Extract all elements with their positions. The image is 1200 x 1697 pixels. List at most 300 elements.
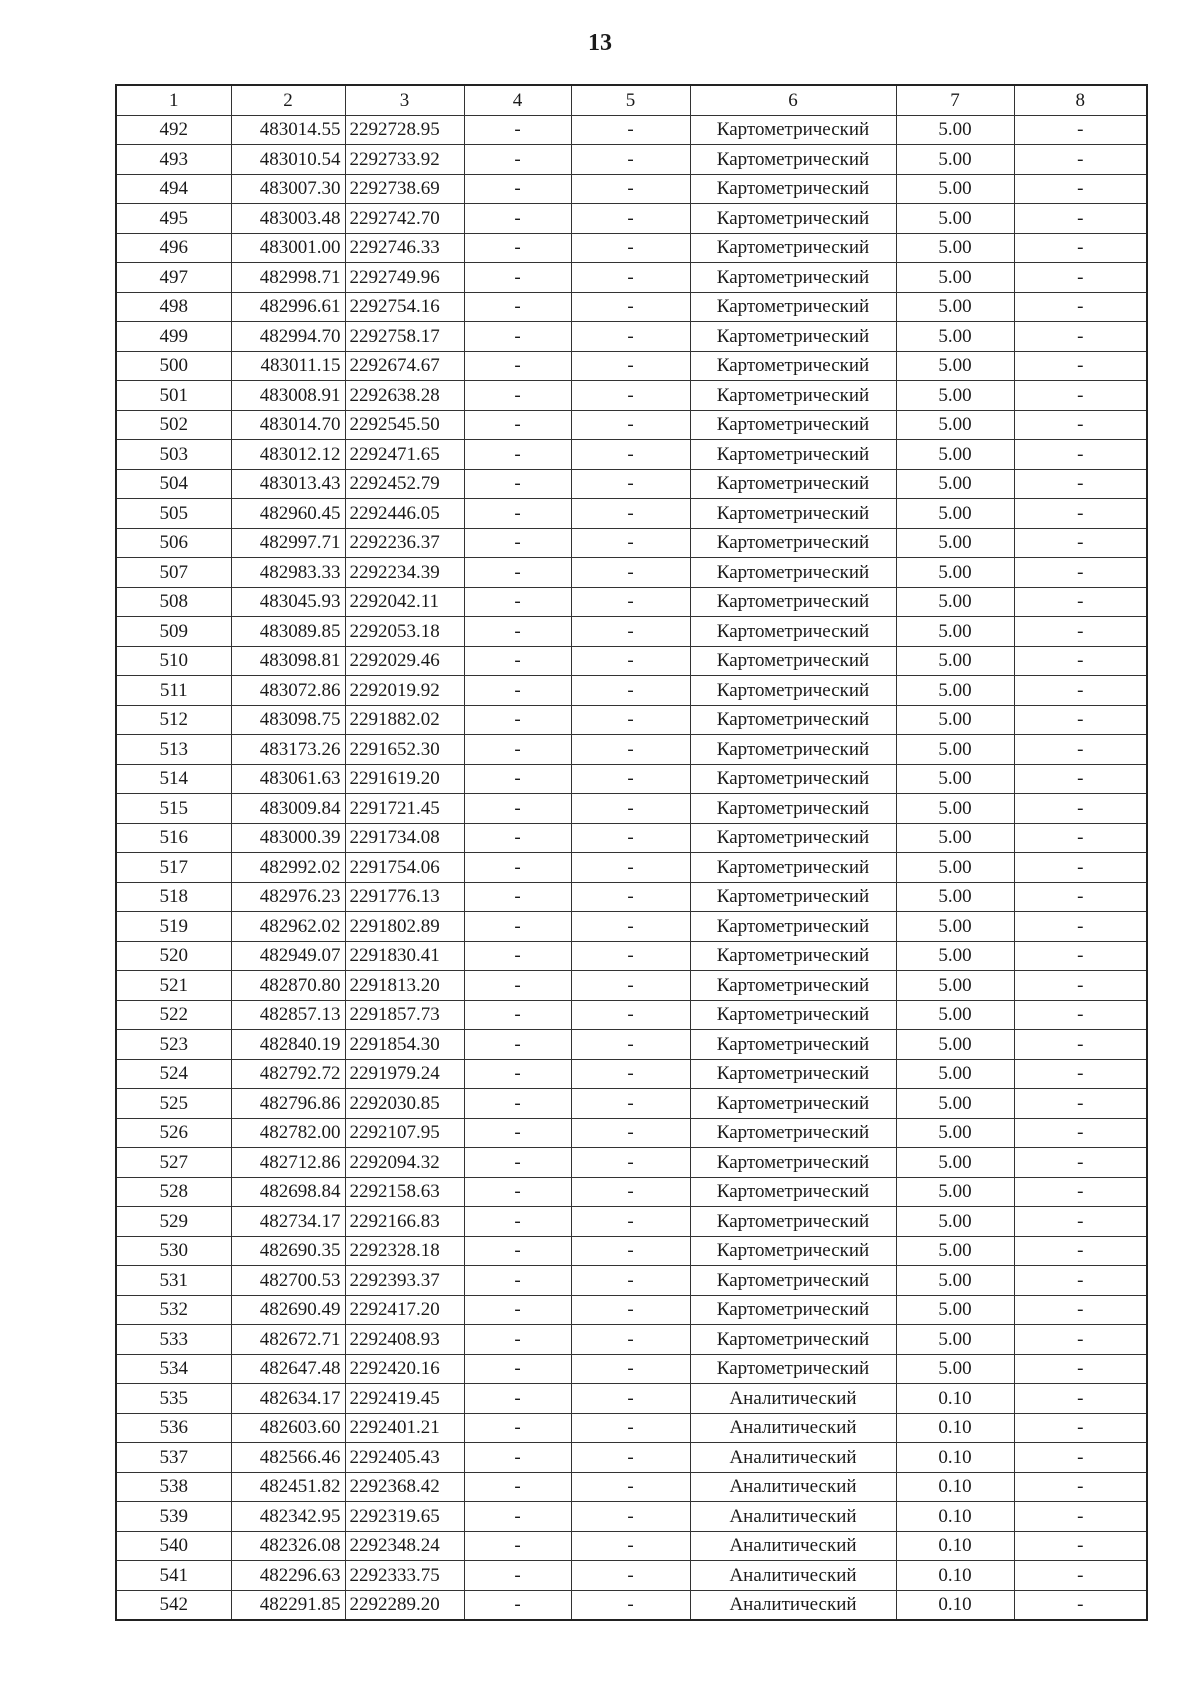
method-cell: Картометрический xyxy=(690,912,896,942)
col-4-value-cell: - xyxy=(464,1561,571,1591)
col-8-value-cell: - xyxy=(1014,1030,1147,1060)
col-5-value-cell: - xyxy=(571,263,690,293)
col-4-value-cell: - xyxy=(464,469,571,499)
coord-x-cell: 482451.82 xyxy=(231,1472,345,1502)
method-cell: Картометрический xyxy=(690,1148,896,1178)
accuracy-cell: 5.00 xyxy=(896,764,1014,794)
method-cell: Картометрический xyxy=(690,351,896,381)
accuracy-cell: 5.00 xyxy=(896,499,1014,529)
col-5-value-cell: - xyxy=(571,469,690,499)
method-cell: Картометрический xyxy=(690,440,896,470)
point-number-cell: 513 xyxy=(116,735,231,765)
accuracy-cell: 5.00 xyxy=(896,941,1014,971)
col-8-value-cell: - xyxy=(1014,705,1147,735)
col-4-value-cell: - xyxy=(464,1000,571,1030)
method-cell: Аналитический xyxy=(690,1561,896,1591)
point-number-cell: 499 xyxy=(116,322,231,352)
col-4-value-cell: - xyxy=(464,1295,571,1325)
method-cell: Аналитический xyxy=(690,1443,896,1473)
method-cell: Картометрический xyxy=(690,587,896,617)
accuracy-cell: 5.00 xyxy=(896,912,1014,942)
table-row xyxy=(116,646,1147,676)
accuracy-cell: 5.00 xyxy=(896,322,1014,352)
col-5-value-cell: - xyxy=(571,764,690,794)
method-cell: Картометрический xyxy=(690,528,896,558)
column-header-5: 5 xyxy=(571,85,690,115)
coord-x-cell: 482291.85 xyxy=(231,1590,345,1620)
table-body xyxy=(116,115,1147,1620)
col-4-value-cell: - xyxy=(464,145,571,175)
table-row xyxy=(116,1354,1147,1384)
coord-x-cell: 482840.19 xyxy=(231,1030,345,1060)
accuracy-cell: 5.00 xyxy=(896,646,1014,676)
col-4-value-cell: - xyxy=(464,941,571,971)
method-cell: Аналитический xyxy=(690,1472,896,1502)
table-row xyxy=(116,1148,1147,1178)
col-4-value-cell: - xyxy=(464,1472,571,1502)
accuracy-cell: 5.00 xyxy=(896,1118,1014,1148)
col-5-value-cell: - xyxy=(571,1030,690,1060)
col-8-value-cell: - xyxy=(1014,1236,1147,1266)
col-8-value-cell: - xyxy=(1014,1502,1147,1532)
point-number-cell: 493 xyxy=(116,145,231,175)
col-4-value-cell: - xyxy=(464,1236,571,1266)
method-cell: Картометрический xyxy=(690,1207,896,1237)
table-row xyxy=(116,1531,1147,1561)
point-number-cell: 542 xyxy=(116,1590,231,1620)
point-number-cell: 535 xyxy=(116,1384,231,1414)
col-5-value-cell: - xyxy=(571,1502,690,1532)
coord-x-cell: 482998.71 xyxy=(231,263,345,293)
coord-x-cell: 482857.13 xyxy=(231,1000,345,1030)
accuracy-cell: 5.00 xyxy=(896,676,1014,706)
coord-y-cell: 2292749.96 xyxy=(345,263,464,293)
coord-y-cell: 2291857.73 xyxy=(345,1000,464,1030)
coord-y-cell: 2292401.21 xyxy=(345,1413,464,1443)
coord-x-cell: 483000.39 xyxy=(231,823,345,853)
method-cell: Картометрический xyxy=(690,1295,896,1325)
coord-y-cell: 2292166.83 xyxy=(345,1207,464,1237)
coord-x-cell: 483072.86 xyxy=(231,676,345,706)
col-4-value-cell: - xyxy=(464,617,571,647)
col-8-value-cell: - xyxy=(1014,1561,1147,1591)
col-5-value-cell: - xyxy=(571,1266,690,1296)
coord-x-cell: 482690.49 xyxy=(231,1295,345,1325)
col-4-value-cell: - xyxy=(464,233,571,263)
accuracy-cell: 5.00 xyxy=(896,1295,1014,1325)
table-row xyxy=(116,1590,1147,1620)
coord-y-cell: 2291652.30 xyxy=(345,735,464,765)
accuracy-cell: 5.00 xyxy=(896,705,1014,735)
point-number-cell: 496 xyxy=(116,233,231,263)
col-5-value-cell: - xyxy=(571,204,690,234)
point-number-cell: 512 xyxy=(116,705,231,735)
accuracy-cell: 5.00 xyxy=(896,1089,1014,1119)
method-cell: Картометрический xyxy=(690,292,896,322)
point-number-cell: 518 xyxy=(116,882,231,912)
table-row xyxy=(116,1236,1147,1266)
coord-y-cell: 2292471.65 xyxy=(345,440,464,470)
accuracy-cell: 0.10 xyxy=(896,1590,1014,1620)
col-8-value-cell: - xyxy=(1014,1059,1147,1089)
col-5-value-cell: - xyxy=(571,351,690,381)
accuracy-cell: 5.00 xyxy=(896,263,1014,293)
accuracy-cell: 5.00 xyxy=(896,1059,1014,1089)
table-row xyxy=(116,558,1147,588)
col-5-value-cell: - xyxy=(571,1413,690,1443)
coord-x-cell: 482566.46 xyxy=(231,1443,345,1473)
col-5-value-cell: - xyxy=(571,1472,690,1502)
coord-y-cell: 2292738.69 xyxy=(345,174,464,204)
coord-y-cell: 2291619.20 xyxy=(345,764,464,794)
table-row xyxy=(116,233,1147,263)
accuracy-cell: 5.00 xyxy=(896,1207,1014,1237)
coord-x-cell: 482996.61 xyxy=(231,292,345,322)
col-8-value-cell: - xyxy=(1014,469,1147,499)
point-number-cell: 492 xyxy=(116,115,231,145)
coord-x-cell: 482983.33 xyxy=(231,558,345,588)
coord-y-cell: 2292030.85 xyxy=(345,1089,464,1119)
coord-x-cell: 483061.63 xyxy=(231,764,345,794)
col-5-value-cell: - xyxy=(571,1590,690,1620)
method-cell: Картометрический xyxy=(690,941,896,971)
method-cell: Картометрический xyxy=(690,499,896,529)
coord-y-cell: 2291734.08 xyxy=(345,823,464,853)
method-cell: Картометрический xyxy=(690,646,896,676)
col-4-value-cell: - xyxy=(464,528,571,558)
col-5-value-cell: - xyxy=(571,174,690,204)
point-number-cell: 533 xyxy=(116,1325,231,1355)
col-5-value-cell: - xyxy=(571,233,690,263)
point-number-cell: 540 xyxy=(116,1531,231,1561)
accuracy-cell: 0.10 xyxy=(896,1502,1014,1532)
coord-y-cell: 2292393.37 xyxy=(345,1266,464,1296)
col-5-value-cell: - xyxy=(571,558,690,588)
point-number-cell: 497 xyxy=(116,263,231,293)
table-header-row xyxy=(116,85,1147,115)
col-4-value-cell: - xyxy=(464,1059,571,1089)
col-4-value-cell: - xyxy=(464,558,571,588)
table-row xyxy=(116,587,1147,617)
coord-y-cell: 2292094.32 xyxy=(345,1148,464,1178)
accuracy-cell: 5.00 xyxy=(896,617,1014,647)
col-8-value-cell: - xyxy=(1014,1266,1147,1296)
coord-y-cell: 2291721.45 xyxy=(345,794,464,824)
col-5-value-cell: - xyxy=(571,1207,690,1237)
coord-x-cell: 483011.15 xyxy=(231,351,345,381)
table-row xyxy=(116,174,1147,204)
table-row xyxy=(116,941,1147,971)
coord-y-cell: 2291754.06 xyxy=(345,853,464,883)
coord-x-cell: 482997.71 xyxy=(231,528,345,558)
method-cell: Картометрический xyxy=(690,823,896,853)
table-row xyxy=(116,115,1147,145)
point-number-cell: 538 xyxy=(116,1472,231,1502)
accuracy-cell: 5.00 xyxy=(896,587,1014,617)
col-5-value-cell: - xyxy=(571,705,690,735)
col-8-value-cell: - xyxy=(1014,912,1147,942)
table-row xyxy=(116,1266,1147,1296)
coord-x-cell: 483001.00 xyxy=(231,233,345,263)
coord-y-cell: 2292408.93 xyxy=(345,1325,464,1355)
col-8-value-cell: - xyxy=(1014,381,1147,411)
table-row xyxy=(116,794,1147,824)
method-cell: Картометрический xyxy=(690,1089,896,1119)
col-4-value-cell: - xyxy=(464,1354,571,1384)
point-number-cell: 526 xyxy=(116,1118,231,1148)
coord-x-cell: 482296.63 xyxy=(231,1561,345,1591)
col-4-value-cell: - xyxy=(464,853,571,883)
point-number-cell: 495 xyxy=(116,204,231,234)
accuracy-cell: 5.00 xyxy=(896,381,1014,411)
col-5-value-cell: - xyxy=(571,115,690,145)
col-8-value-cell: - xyxy=(1014,1207,1147,1237)
col-5-value-cell: - xyxy=(571,617,690,647)
col-4-value-cell: - xyxy=(464,764,571,794)
col-8-value-cell: - xyxy=(1014,823,1147,853)
col-4-value-cell: - xyxy=(464,381,571,411)
col-8-value-cell: - xyxy=(1014,853,1147,883)
point-number-cell: 515 xyxy=(116,794,231,824)
coord-x-cell: 483089.85 xyxy=(231,617,345,647)
point-number-cell: 537 xyxy=(116,1443,231,1473)
method-cell: Картометрический xyxy=(690,174,896,204)
col-8-value-cell: - xyxy=(1014,528,1147,558)
coord-x-cell: 482962.02 xyxy=(231,912,345,942)
col-5-value-cell: - xyxy=(571,292,690,322)
col-8-value-cell: - xyxy=(1014,410,1147,440)
coord-x-cell: 483009.84 xyxy=(231,794,345,824)
method-cell: Картометрический xyxy=(690,1236,896,1266)
method-cell: Аналитический xyxy=(690,1384,896,1414)
col-8-value-cell: - xyxy=(1014,1325,1147,1355)
point-number-cell: 517 xyxy=(116,853,231,883)
coord-x-cell: 483173.26 xyxy=(231,735,345,765)
accuracy-cell: 5.00 xyxy=(896,440,1014,470)
col-5-value-cell: - xyxy=(571,499,690,529)
col-8-value-cell: - xyxy=(1014,882,1147,912)
point-number-cell: 511 xyxy=(116,676,231,706)
accuracy-cell: 0.10 xyxy=(896,1413,1014,1443)
table-row xyxy=(116,617,1147,647)
coord-y-cell: 2292053.18 xyxy=(345,617,464,647)
coord-x-cell: 482647.48 xyxy=(231,1354,345,1384)
col-4-value-cell: - xyxy=(464,1590,571,1620)
point-number-cell: 541 xyxy=(116,1561,231,1591)
accuracy-cell: 5.00 xyxy=(896,233,1014,263)
method-cell: Картометрический xyxy=(690,971,896,1001)
col-5-value-cell: - xyxy=(571,882,690,912)
method-cell: Картометрический xyxy=(690,263,896,293)
coord-x-cell: 483014.70 xyxy=(231,410,345,440)
col-5-value-cell: - xyxy=(571,912,690,942)
col-8-value-cell: - xyxy=(1014,1354,1147,1384)
coord-y-cell: 2292328.18 xyxy=(345,1236,464,1266)
table-row xyxy=(116,1413,1147,1443)
col-5-value-cell: - xyxy=(571,145,690,175)
accuracy-cell: 5.00 xyxy=(896,145,1014,175)
accuracy-cell: 0.10 xyxy=(896,1443,1014,1473)
point-number-cell: 507 xyxy=(116,558,231,588)
column-header-3: 3 xyxy=(345,85,464,115)
col-8-value-cell: - xyxy=(1014,971,1147,1001)
table-row xyxy=(116,1325,1147,1355)
coord-x-cell: 482734.17 xyxy=(231,1207,345,1237)
col-8-value-cell: - xyxy=(1014,174,1147,204)
col-4-value-cell: - xyxy=(464,410,571,440)
coord-y-cell: 2291830.41 xyxy=(345,941,464,971)
accuracy-cell: 5.00 xyxy=(896,1030,1014,1060)
coord-x-cell: 483098.81 xyxy=(231,646,345,676)
coord-y-cell: 2292348.24 xyxy=(345,1531,464,1561)
col-5-value-cell: - xyxy=(571,1177,690,1207)
coord-x-cell: 482960.45 xyxy=(231,499,345,529)
coord-y-cell: 2292405.43 xyxy=(345,1443,464,1473)
method-cell: Картометрический xyxy=(690,705,896,735)
point-number-cell: 530 xyxy=(116,1236,231,1266)
table-row xyxy=(116,1443,1147,1473)
col-8-value-cell: - xyxy=(1014,204,1147,234)
table-row xyxy=(116,1207,1147,1237)
point-number-cell: 524 xyxy=(116,1059,231,1089)
coordinates-table xyxy=(115,84,1148,1621)
point-number-cell: 516 xyxy=(116,823,231,853)
coord-y-cell: 2292368.42 xyxy=(345,1472,464,1502)
col-8-value-cell: - xyxy=(1014,1384,1147,1414)
point-number-cell: 534 xyxy=(116,1354,231,1384)
coord-x-cell: 482870.80 xyxy=(231,971,345,1001)
table-row xyxy=(116,263,1147,293)
accuracy-cell: 5.00 xyxy=(896,174,1014,204)
col-4-value-cell: - xyxy=(464,263,571,293)
page-number: 13 xyxy=(588,30,612,56)
coord-y-cell: 2292545.50 xyxy=(345,410,464,440)
method-cell: Картометрический xyxy=(690,469,896,499)
col-5-value-cell: - xyxy=(571,1118,690,1148)
coord-y-cell: 2292107.95 xyxy=(345,1118,464,1148)
table-row xyxy=(116,469,1147,499)
coord-y-cell: 2292236.37 xyxy=(345,528,464,558)
point-number-cell: 506 xyxy=(116,528,231,558)
coord-x-cell: 482690.35 xyxy=(231,1236,345,1266)
point-number-cell: 536 xyxy=(116,1413,231,1443)
table-row xyxy=(116,1384,1147,1414)
column-header-2: 2 xyxy=(231,85,345,115)
col-8-value-cell: - xyxy=(1014,1531,1147,1561)
col-8-value-cell: - xyxy=(1014,646,1147,676)
col-5-value-cell: - xyxy=(571,1325,690,1355)
col-8-value-cell: - xyxy=(1014,1590,1147,1620)
coord-x-cell: 483010.54 xyxy=(231,145,345,175)
col-8-value-cell: - xyxy=(1014,764,1147,794)
coord-y-cell: 2292754.16 xyxy=(345,292,464,322)
col-4-value-cell: - xyxy=(464,1148,571,1178)
coord-y-cell: 2292758.17 xyxy=(345,322,464,352)
point-number-cell: 521 xyxy=(116,971,231,1001)
accuracy-cell: 5.00 xyxy=(896,794,1014,824)
col-5-value-cell: - xyxy=(571,941,690,971)
table-row xyxy=(116,735,1147,765)
coord-x-cell: 483003.48 xyxy=(231,204,345,234)
col-8-value-cell: - xyxy=(1014,115,1147,145)
col-5-value-cell: - xyxy=(571,676,690,706)
point-number-cell: 501 xyxy=(116,381,231,411)
table-row xyxy=(116,823,1147,853)
point-number-cell: 514 xyxy=(116,764,231,794)
column-header-1: 1 xyxy=(116,85,231,115)
column-header-4: 4 xyxy=(464,85,571,115)
col-4-value-cell: - xyxy=(464,1443,571,1473)
accuracy-cell: 5.00 xyxy=(896,971,1014,1001)
method-cell: Картометрический xyxy=(690,764,896,794)
col-5-value-cell: - xyxy=(571,971,690,1001)
accuracy-cell: 0.10 xyxy=(896,1384,1014,1414)
method-cell: Картометрический xyxy=(690,1266,896,1296)
col-8-value-cell: - xyxy=(1014,676,1147,706)
table-row xyxy=(116,764,1147,794)
col-4-value-cell: - xyxy=(464,1531,571,1561)
point-number-cell: 527 xyxy=(116,1148,231,1178)
method-cell: Аналитический xyxy=(690,1413,896,1443)
coord-x-cell: 482603.60 xyxy=(231,1413,345,1443)
method-cell: Картометрический xyxy=(690,735,896,765)
method-cell: Картометрический xyxy=(690,1325,896,1355)
col-5-value-cell: - xyxy=(571,528,690,558)
method-cell: Картометрический xyxy=(690,1030,896,1060)
method-cell: Картометрический xyxy=(690,1354,896,1384)
table-row xyxy=(116,676,1147,706)
coord-x-cell: 482698.84 xyxy=(231,1177,345,1207)
coord-y-cell: 2292419.45 xyxy=(345,1384,464,1414)
coord-y-cell: 2292674.67 xyxy=(345,351,464,381)
col-5-value-cell: - xyxy=(571,1000,690,1030)
accuracy-cell: 5.00 xyxy=(896,1148,1014,1178)
col-8-value-cell: - xyxy=(1014,499,1147,529)
col-8-value-cell: - xyxy=(1014,351,1147,381)
point-number-cell: 522 xyxy=(116,1000,231,1030)
table-row xyxy=(116,528,1147,558)
col-8-value-cell: - xyxy=(1014,1148,1147,1178)
method-cell: Картометрический xyxy=(690,617,896,647)
point-number-cell: 503 xyxy=(116,440,231,470)
accuracy-cell: 5.00 xyxy=(896,351,1014,381)
point-number-cell: 520 xyxy=(116,941,231,971)
col-5-value-cell: - xyxy=(571,1443,690,1473)
coord-y-cell: 2291776.13 xyxy=(345,882,464,912)
point-number-cell: 510 xyxy=(116,646,231,676)
col-5-value-cell: - xyxy=(571,410,690,440)
table-row xyxy=(116,292,1147,322)
col-8-value-cell: - xyxy=(1014,233,1147,263)
coord-y-cell: 2292319.65 xyxy=(345,1502,464,1532)
col-5-value-cell: - xyxy=(571,735,690,765)
accuracy-cell: 5.00 xyxy=(896,292,1014,322)
col-4-value-cell: - xyxy=(464,1266,571,1296)
col-5-value-cell: - xyxy=(571,1354,690,1384)
coord-x-cell: 482700.53 xyxy=(231,1266,345,1296)
point-number-cell: 509 xyxy=(116,617,231,647)
col-5-value-cell: - xyxy=(571,440,690,470)
col-8-value-cell: - xyxy=(1014,263,1147,293)
col-5-value-cell: - xyxy=(571,322,690,352)
point-number-cell: 525 xyxy=(116,1089,231,1119)
col-4-value-cell: - xyxy=(464,1030,571,1060)
method-cell: Картометрический xyxy=(690,410,896,440)
method-cell: Аналитический xyxy=(690,1531,896,1561)
coord-y-cell: 2292452.79 xyxy=(345,469,464,499)
col-4-value-cell: - xyxy=(464,351,571,381)
col-4-value-cell: - xyxy=(464,794,571,824)
